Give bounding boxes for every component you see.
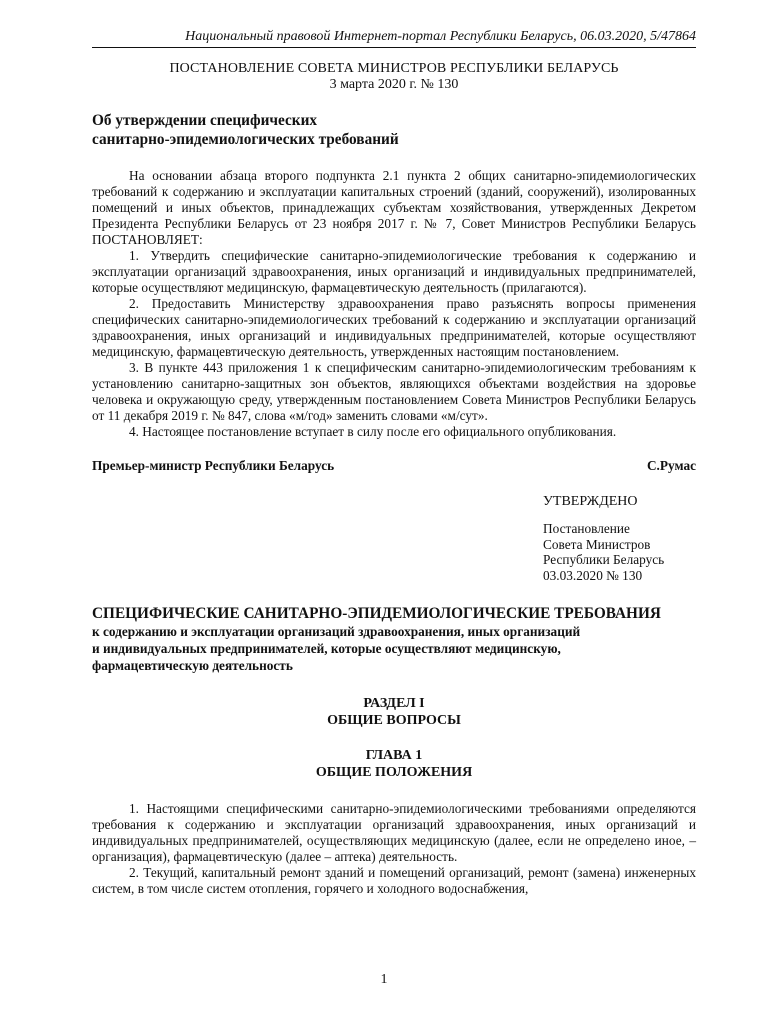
requirements-subtitle-line: и индивидуальных предпринимателей, которые осуществляют медицинскую,	[92, 641, 561, 656]
approval-line: Совета Министров	[543, 536, 651, 552]
decree-item-4: 4. Настоящее постановление вступает в силу после его официального опубликования.	[129, 424, 617, 439]
section-heading	[92, 695, 696, 729]
signature-position: Премьер-министр Республики Беларусь	[92, 458, 335, 473]
signature-block	[92, 458, 696, 474]
approval-stamp	[543, 493, 696, 583]
decree-title	[92, 111, 696, 149]
approval-line: Республики Беларусь	[543, 552, 665, 567]
requirements-item-1: 1. Настоящими специфическими санитарно-эпидемиологическими требованиями определяются требования к содержанию и эксплуатации организаций здравоохранения, иных организаций и индивидуальных предпринимателей, осуществляющих медицинскую (далее, если не определено иное, – организация), фармацевтическую (далее – аптека) деятельность.	[92, 801, 696, 864]
requirements-item-2: 2. Текущий, капитальный ремонт зданий и помещений организаций, ремонт (замена) инженерных систем, в том числе систем отопления, горячего и холодного водоснабжения,	[92, 865, 696, 896]
section-title: ОБЩИЕ ВОПРОСЫ	[327, 713, 461, 728]
requirements-subtitle-line: фармацевтическую деятельность	[92, 658, 293, 673]
requirements-subtitle-line: к содержанию и эксплуатации организаций здравоохранения, иных организаций	[92, 624, 581, 639]
approval-line: 03.03.2020 № 130	[543, 567, 643, 583]
decree-title-line: Об утверждении специфических	[92, 112, 318, 129]
page-number: 1	[380, 972, 388, 987]
requirements-title: СПЕЦИФИЧЕСКИЕ САНИТАРНО-ЭПИДЕМИОЛОГИЧЕСКИЕ ТРЕБОВАНИЯ	[92, 605, 661, 622]
decree-item-1: 1. Утвердить специфические санитарно-эпидемиологические требования к содержанию и эксплуатации организаций здравоохранения, иных организаций и индивидуальных предпринимателей, которые осуществляют медицинскую, фармацевтическую деятельность (прилагаются).	[92, 248, 696, 295]
section-number: РАЗДЕЛ I	[363, 696, 425, 711]
decree-title-line: санитарно-эпидемиологических требований	[92, 131, 399, 148]
decree-item-3: 3. В пункте 443 приложения 1 к специфическим санитарно-эпидемиологическим требованиям к установлению санитарно-защитных зон объектов, являющихся объектами воздействия на здоровье человека и окружающую среду, утвержденным постановлением Совета Министров Республики Беларусь от 11 декабря 2019 г. № 847, слова «м/год» заменить словами «м/сут».	[92, 360, 696, 423]
approval-heading: УТВЕРЖДЕНО	[543, 494, 638, 509]
source-header: Национальный правовой Интернет-портал Республики Беларусь, 06.03.2020, 5/47864	[92, 28, 696, 48]
approval-line: Постановление	[543, 521, 630, 536]
signature-name: С.Румас	[646, 458, 696, 473]
chapter-title: ОБЩИЕ ПОЛОЖЕНИЯ	[315, 765, 473, 780]
document-page	[92, 28, 696, 897]
requirements-subtitle	[92, 623, 696, 674]
decree-date-number: 3 марта 2020 г. № 130	[329, 77, 459, 92]
chapter-heading	[92, 747, 696, 781]
decree-preamble: На основании абзаца второго подпункта 2.1 пункта 2 общих санитарно-эпидемиологических требований к содержанию и эксплуатации капитальных строений (зданий, сооружений), изолированных помещений и иных объектов, принадлежащих субъектам хозяйствования, утвержденных Декретом Президента Республики Беларусь от 23 ноября 2017 г. № 7, Совет Министров Республики Беларусь ПОСТАНОВЛЯЕТ:	[92, 168, 696, 247]
decree-type: ПОСТАНОВЛЕНИЕ СОВЕТА МИНИСТРОВ РЕСПУБЛИКИ БЕЛАРУСЬ	[169, 61, 619, 76]
decree-item-2: 2. Предоставить Министерству здравоохранения право разъяснять вопросы применения специфических санитарно-эпидемиологических требований к содержанию и эксплуатации организаций здравоохранения, иных организаций и индивидуальных предпринимателей, которые осуществляют медицинскую, фармацевтическую деятельность, утвержденных настоящим постановлением.	[92, 296, 696, 359]
chapter-number: ГЛАВА 1	[365, 748, 423, 763]
